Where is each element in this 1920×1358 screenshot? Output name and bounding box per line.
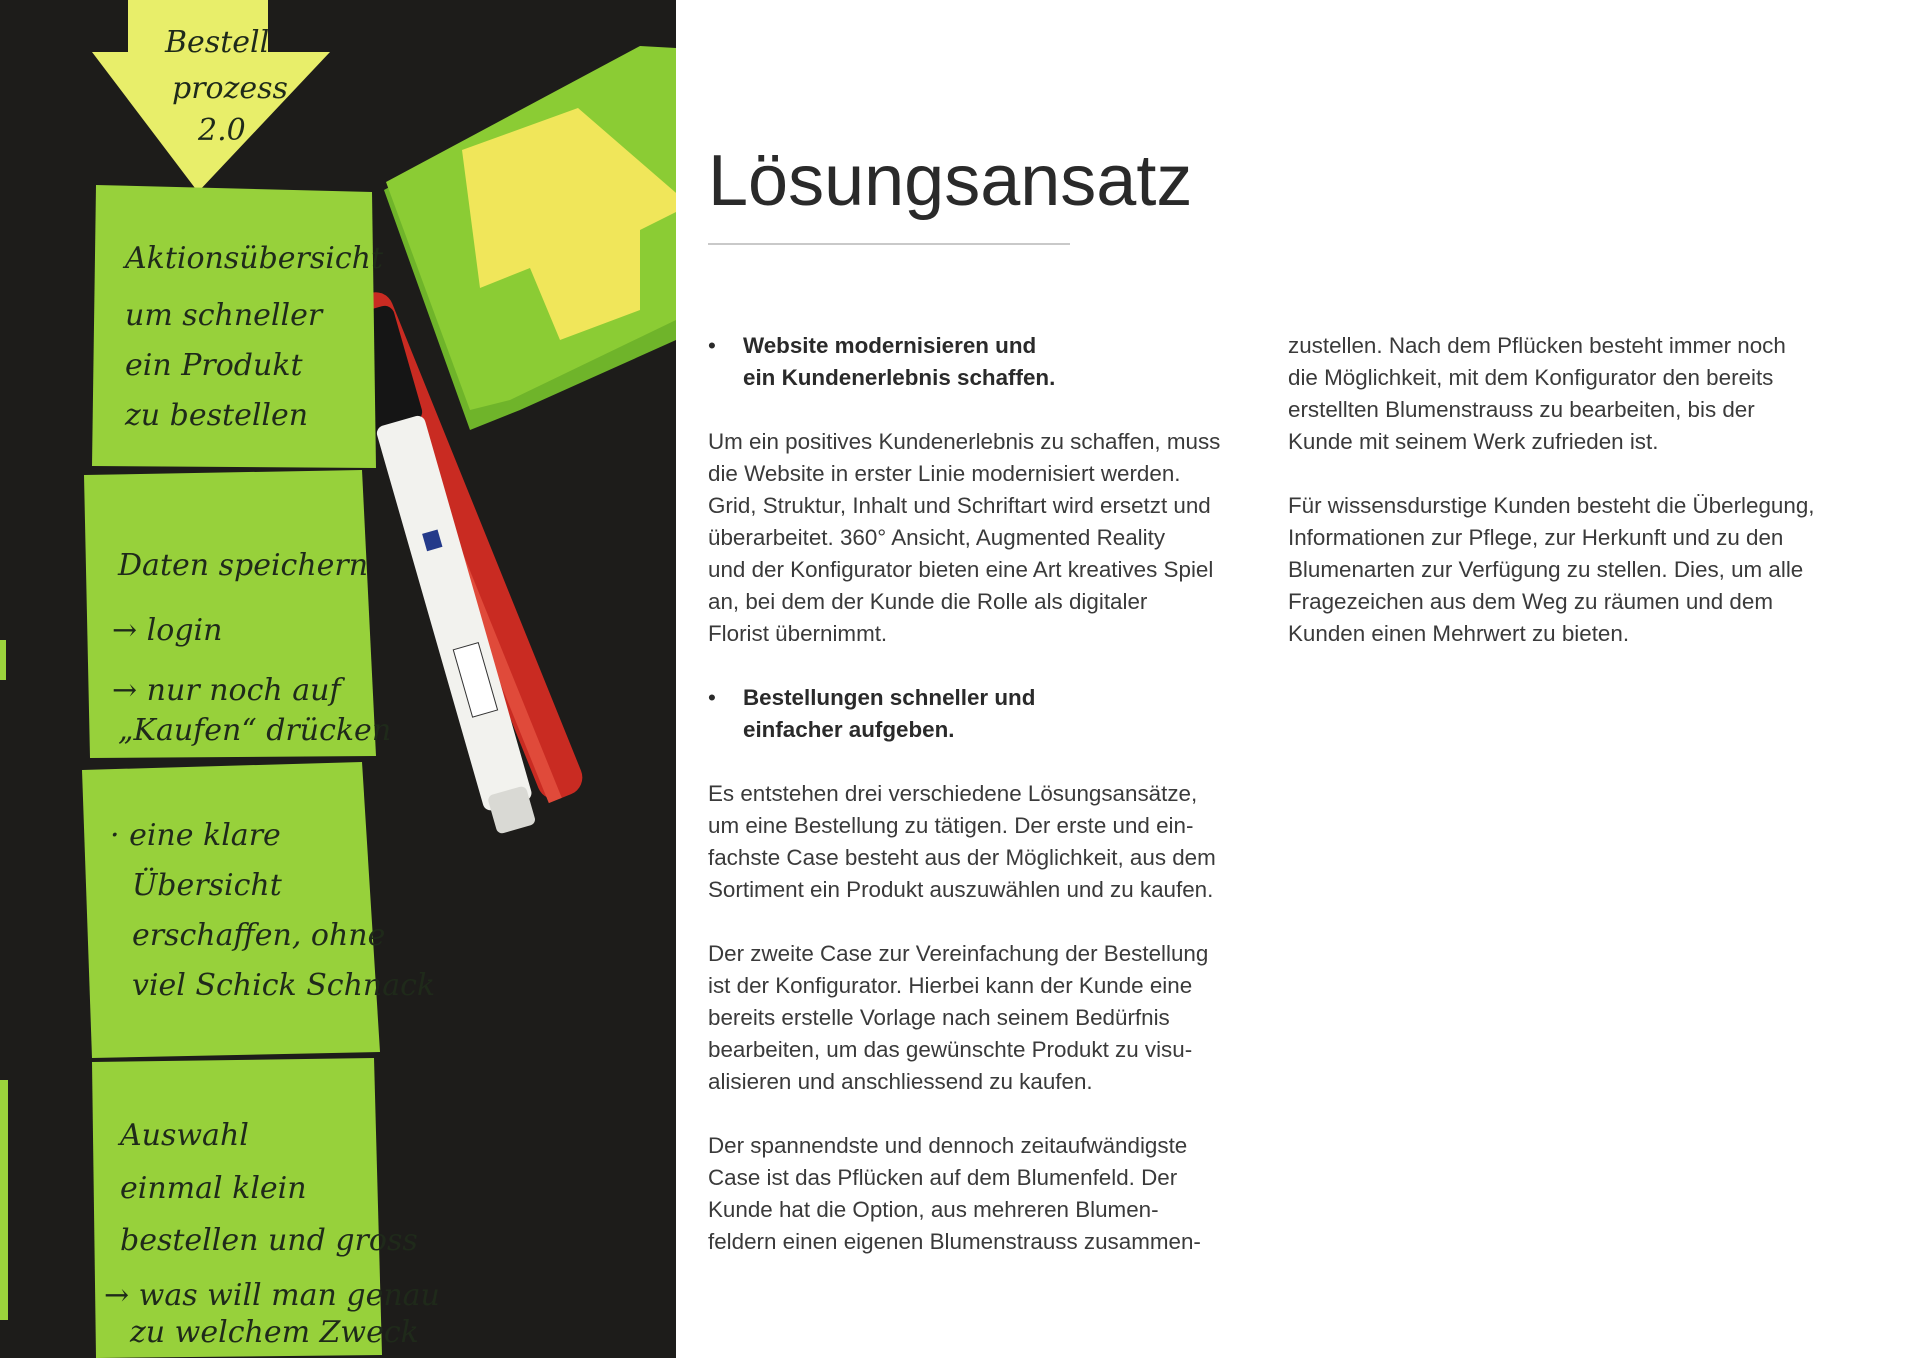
text-line: erstellten Blumenstrauss zu bearbeiten, bis der	[1288, 397, 1755, 422]
bullet-heading: • Bestellungen schneller und einfacher aufgeben.	[708, 682, 1268, 746]
sticky-note-line: Daten speichern	[118, 548, 369, 583]
text-line: Für wissensdurstige Kunden besteht die Überlegung,	[1288, 493, 1815, 518]
text-line: Kunden einen Mehrwert zu bieten.	[1288, 621, 1630, 646]
text-line: feldern einen eigenen Blumenstrauss zusammen-	[708, 1229, 1201, 1254]
text-line: die Website in erster Linie modernisiert werden.	[708, 461, 1181, 486]
sticky-notes-illustration	[0, 0, 676, 1358]
text-line: Um ein positives Kundenerlebnis zu schaffen, muss	[708, 429, 1221, 454]
text-line: Sortiment ein Produkt auszuwählen und zu kaufen.	[708, 877, 1214, 902]
sticky-note-line: · eine klare	[110, 818, 281, 853]
sticky-note-line: → nur noch auf	[112, 673, 341, 708]
text-line: fachste Case besteht aus der Möglichkeit, aus dem	[708, 845, 1216, 870]
bullet-heading: • Website modernisieren und ein Kundenerlebnis schaffen.	[708, 330, 1268, 394]
body-paragraph	[708, 938, 1268, 1098]
body-paragraph	[1288, 330, 1858, 458]
page-title: Lösungsansatz	[708, 141, 1193, 221]
arrow-note-line: prozess	[172, 71, 288, 106]
sticky-note-line: → was will man genau	[104, 1278, 440, 1313]
sticky-note-line: Auswahl	[120, 1118, 249, 1153]
text-line: Informationen zur Pflege, zur Herkunft und zu den	[1288, 525, 1784, 550]
sticky-note-line: → login	[112, 613, 223, 648]
text-line: und der Konfigurator bieten eine Art kreatives Spiel	[708, 557, 1214, 582]
sticky-note-line: „Kaufen“ drücken	[118, 713, 392, 748]
body-paragraph	[708, 778, 1268, 906]
text-line: Kunde hat die Option, aus mehreren Blumen-	[708, 1197, 1159, 1222]
arrow-note-line: 2.0	[198, 113, 246, 148]
sticky-notes-photo	[0, 0, 676, 1358]
sticky-note-line: Übersicht	[132, 868, 282, 903]
text-line: Der zweite Case zur Vereinfachung der Bestellung	[708, 941, 1209, 966]
text-line: Case ist das Pflücken auf dem Blumenfeld. Der	[708, 1165, 1178, 1190]
sticky-note-line: um schneller	[125, 298, 323, 333]
text-line: Kunde mit seinem Werk zufrieden ist.	[1288, 429, 1659, 454]
text-line: Blumenarten zur Verfügung zu stellen. Dies, um alle	[1288, 557, 1804, 582]
bullet-line: Bestellungen schneller und	[743, 685, 1036, 710]
title-divider	[708, 243, 1070, 245]
sticky-note-line: Aktionsübersicht	[125, 241, 384, 276]
text-line: Florist übernimmt.	[708, 621, 888, 646]
bullet-line: einfacher aufgeben.	[743, 717, 955, 742]
arrow-note-line: Bestell	[165, 25, 270, 60]
body-paragraph	[708, 426, 1268, 650]
text-line: Der spannendste und dennoch zeitaufwändigste	[708, 1133, 1188, 1158]
text-line: alisieren und anschliessend zu kaufen.	[708, 1069, 1093, 1094]
text-line: ist der Konfigurator. Hierbei kann der Kunde eine	[708, 973, 1193, 998]
sticky-note-line: zu bestellen	[125, 398, 309, 433]
sticky-note-line: bestellen und gross	[120, 1223, 418, 1258]
text-line: um eine Bestellung zu tätigen. Der erste und ein-	[708, 813, 1194, 838]
text-line: zustellen. Nach dem Pflücken besteht immer noch	[1288, 333, 1786, 358]
text-line: überarbeitet. 360° Ansicht, Augmented Reality	[708, 525, 1166, 550]
sticky-note	[92, 185, 384, 468]
text-line: an, bei dem der Kunde die Rolle als digitaler	[708, 589, 1148, 614]
sticky-note-line: viel Schick Schnack	[132, 968, 436, 1003]
bullet-line: ein Kundenerlebnis schaffen.	[743, 365, 1056, 390]
text-line: Fragezeichen aus dem Weg zu räumen und dem	[1288, 589, 1773, 614]
sticky-note-line: ein Produkt	[125, 348, 303, 383]
sticky-note-line: einmal klein	[120, 1171, 307, 1206]
sticky-note	[84, 470, 391, 758]
sticky-note-line: erschaffen, ohne	[132, 918, 386, 953]
left-text-column	[708, 330, 1268, 1290]
text-line: Es entstehen drei verschiedene Lösungsansätze,	[708, 781, 1198, 806]
bullet-line: Website modernisieren und	[743, 333, 1037, 358]
body-paragraph	[708, 1130, 1268, 1258]
text-line: die Möglichkeit, mit dem Konfigurator den bereits	[1288, 365, 1774, 390]
text-line: Grid, Struktur, Inhalt und Schriftart wird ersetzt und	[708, 493, 1211, 518]
body-paragraph	[1288, 490, 1858, 650]
right-text-column	[1288, 330, 1858, 682]
sticky-note-line: zu welchem Zweck	[130, 1315, 419, 1350]
text-line: bearbeiten, um das gewünschte Produkt zu visu-	[708, 1037, 1193, 1062]
text-line: bereits erstelle Vorlage nach seinem Bedürfnis	[708, 1005, 1170, 1030]
